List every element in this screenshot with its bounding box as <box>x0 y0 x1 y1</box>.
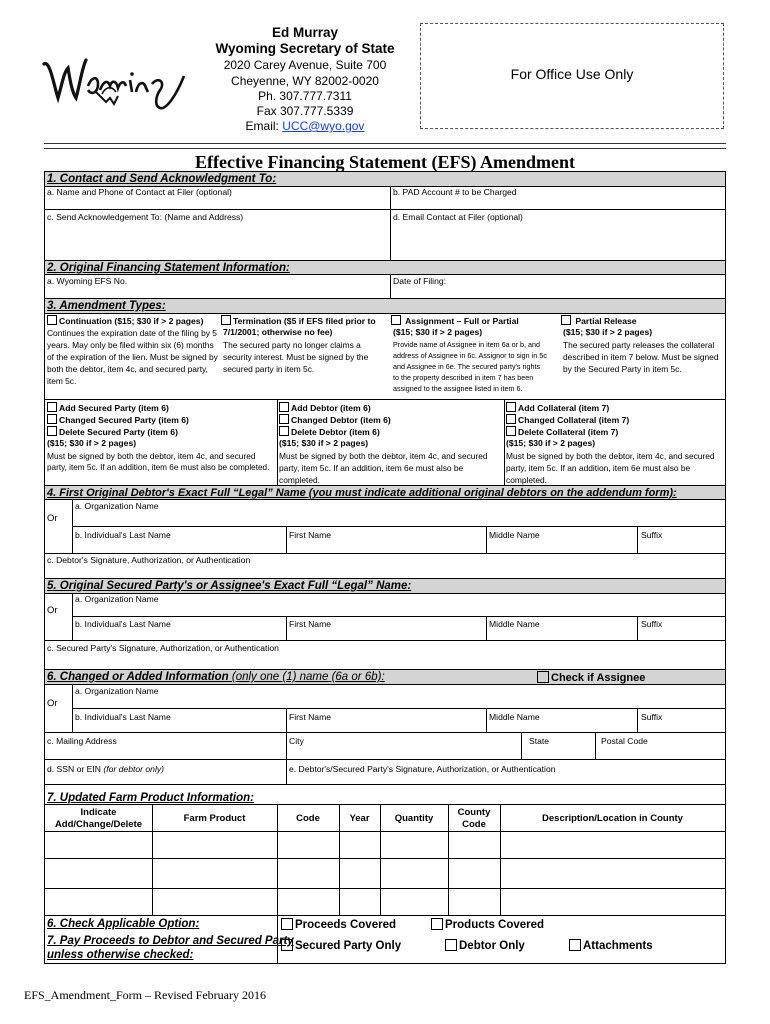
termination-desc: The secured party no longer claims a <box>223 340 361 350</box>
continuation-desc: of the expiration of the lien. Must be signed by <box>47 352 218 362</box>
option-add-secured-party[interactable] <box>47 402 169 414</box>
option-changed-debtor[interactable] <box>279 414 391 426</box>
attachments-checkbox[interactable] <box>569 939 581 951</box>
continuation-checkbox[interactable] <box>47 315 57 325</box>
termination-label: Termination ($5 if EFS filed prior to <box>233 316 376 326</box>
continuation-label: Continuation ($15; $30 if > 2 pages) <box>59 316 204 326</box>
col-indicate-line1: Indicate <box>80 807 117 818</box>
secured-party-desc: party, item 5c. If an addition, item 6e must also be completed. <box>47 463 270 472</box>
option-delete-collateral[interactable] <box>506 426 618 438</box>
col-farm-product: Farm Product <box>183 813 246 824</box>
assignment-fee: ($15; $30 if > 2 pages) <box>393 327 483 337</box>
partial-release-checkbox[interactable] <box>561 315 571 325</box>
secured-party-only-checkbox[interactable] <box>281 939 293 951</box>
option-termination[interactable] <box>221 315 376 327</box>
field-contact-name[interactable]: a. Name and Phone of Contact at Filer (optional) <box>47 187 232 197</box>
continuation-desc: years. May only be filed within six (6) months <box>47 340 214 350</box>
field-email-contact[interactable]: d. Email Contact at Filer (optional) <box>393 212 523 222</box>
field-efs-no[interactable]: a. Wyoming EFS No. <box>47 276 128 286</box>
table-row[interactable] <box>45 859 725 888</box>
option-add-collateral[interactable] <box>506 402 609 414</box>
collateral-desc: completed. <box>506 475 547 485</box>
checkbox[interactable] <box>506 402 516 412</box>
field-debtor-first-name[interactable]: First Name <box>289 530 332 540</box>
continuation-desc: Continues the expiration date of the filing by 5 <box>47 328 217 338</box>
check-if-assignee[interactable] <box>537 671 645 685</box>
or-label: Or <box>47 605 58 616</box>
partial-release-desc: The secured party releases the collateral <box>563 340 715 350</box>
termination-checkbox[interactable] <box>221 315 231 325</box>
fax: Fax 307.777.5339 <box>256 104 354 118</box>
proceeds-label: Proceeds Covered <box>295 919 396 931</box>
field-sp-first-name[interactable]: First Name <box>289 619 332 629</box>
debtor-desc: completed. <box>279 475 320 485</box>
assignment-label: Assignment – Full or Partial <box>405 316 519 326</box>
products-label: Products Covered <box>445 919 545 931</box>
option-label: Delete Secured Party (item 6) <box>59 427 178 437</box>
checkbox[interactable] <box>279 426 289 436</box>
field-city[interactable]: City <box>289 736 304 746</box>
section-5-heading: 5. Original Secured Party's or Assignee's Exact Full “Legal” Name: <box>45 579 725 593</box>
option-delete-secured-party[interactable] <box>47 426 178 438</box>
or-label: Or <box>47 698 58 709</box>
checkbox[interactable] <box>279 402 289 412</box>
option-label: Delete Debtor (item 6) <box>291 427 380 437</box>
attachments-label: Attachments <box>583 940 653 952</box>
partial-release-label: Partial Release <box>575 316 637 326</box>
field-changed-middle-name[interactable]: Middle Name <box>489 712 540 722</box>
table-row[interactable] <box>45 889 725 915</box>
checkbox[interactable] <box>506 414 516 424</box>
products-checkbox[interactable] <box>431 918 443 930</box>
header-rule <box>44 143 726 144</box>
collateral-desc: Must be signed by both the debtor, item 4c, and secured <box>506 451 715 461</box>
field-sp-org-name[interactable]: a. Organization Name <box>75 594 159 604</box>
field-debtor-last-name[interactable]: b. Individual's Last Name <box>75 530 171 540</box>
field-send-ack[interactable]: c. Send Acknowledgement To: (Name and Address) <box>47 212 244 222</box>
checkbox[interactable] <box>47 402 57 412</box>
col-indicate <box>45 807 152 831</box>
debtor-only-label: Debtor Only <box>459 940 525 952</box>
phone: Ph. 307.777.7311 <box>258 89 352 103</box>
email-label: Email: <box>245 119 283 133</box>
field-debtor-org-name[interactable]: a. Organization Name <box>75 501 159 511</box>
option-label: Changed Secured Party (item 6) <box>59 415 189 425</box>
debtor-fee: ($15; $30 if > 2 pages) <box>279 438 369 448</box>
pay-proceeds-heading-2: unless otherwise checked: <box>47 949 194 961</box>
option-add-debtor[interactable] <box>279 402 371 414</box>
field-sp-suffix[interactable]: Suffix <box>641 619 663 629</box>
field-mailing-address[interactable]: c. Mailing Address <box>47 736 117 746</box>
email-link[interactable]: UCC@wyo.gov <box>282 119 365 133</box>
section-4-heading: 4. First Original Debtor's Exact Full “Legal” Name (you must indicate additional original debtors on the addendum form): <box>45 486 725 499</box>
ssn-note: (for debtor only) <box>103 764 165 774</box>
office-use-label: For Office Use Only <box>510 66 634 82</box>
field-pad-account[interactable]: b. PAD Account # to be Charged <box>393 187 517 197</box>
collateral-fee: ($15; $30 if > 2 pages) <box>506 438 596 448</box>
field-changed-first-name[interactable]: First Name <box>289 712 332 722</box>
col-indicate-line2: Add/Change/Delete <box>54 819 143 830</box>
header-rule <box>44 148 726 149</box>
section-7-heading: 7. Updated Farm Product Information: <box>47 792 255 804</box>
field-debtor-signature[interactable]: c. Debtor's Signature, Authorization, or Authentication <box>47 555 251 565</box>
checkbox[interactable] <box>279 414 289 424</box>
office-use-box <box>420 23 724 129</box>
field-debtor-middle-name[interactable]: Middle Name <box>489 530 540 540</box>
secretary-name: Ed Murray <box>271 25 339 40</box>
form-footer: EFS_Amendment_Form – Revised February 2016 <box>24 988 266 1002</box>
option-changed-secured-party[interactable] <box>47 414 189 426</box>
proceeds-checkbox[interactable] <box>281 918 293 930</box>
col-quantity: Quantity <box>394 813 434 824</box>
field-debtor-suffix[interactable]: Suffix <box>641 530 663 540</box>
debtor-desc: party, item 5c. If an addition, item 6e must also be <box>279 463 464 473</box>
termination-fee: 7/1/2001; otherwise no fee) <box>223 327 333 337</box>
option-label: Changed Debtor (item 6) <box>291 415 391 425</box>
option-label: Add Collateral (item 7) <box>518 403 610 413</box>
assignee-label: Check if Assignee <box>551 672 646 684</box>
field-changed-suffix[interactable]: Suffix <box>641 712 663 722</box>
option-proceeds-covered[interactable] <box>281 918 396 931</box>
office-name: Wyoming Secretary of State <box>215 41 395 56</box>
partial-release-fee: ($15; $30 if > 2 pages) <box>563 327 653 337</box>
assignee-checkbox[interactable] <box>537 671 549 683</box>
checkbox[interactable] <box>506 426 516 436</box>
option-products-covered[interactable] <box>431 918 544 931</box>
option-changed-collateral[interactable] <box>506 414 629 426</box>
secured-party-fee: ($15; $30 if > 2 pages) <box>47 438 137 448</box>
option-label: Delete Collateral (item 7) <box>518 427 619 437</box>
secured-party-only-label: Secured Party Only <box>295 940 402 952</box>
col-year: Year <box>349 813 370 824</box>
field-sp-middle-name[interactable]: Middle Name <box>489 619 540 629</box>
or-label: Or <box>47 513 58 524</box>
secured-party-desc: Must be signed by both the debtor, item 4c, and secured <box>47 451 256 461</box>
field-changed-signature[interactable]: e. Debtor's/Secured Party's Signature, Authorization, or Authentication <box>289 764 556 774</box>
section-6-note: (only one (1) name (6a or 6b): <box>228 671 385 683</box>
efs-amendment-form <box>44 171 726 964</box>
section-1-heading: 1. Contact and Send Acknowledgment To: <box>45 172 725 186</box>
assignment-checkbox[interactable] <box>391 315 401 325</box>
field-changed-org-name[interactable]: a. Organization Name <box>75 686 159 696</box>
field-changed-last-name[interactable]: b. Individual's Last Name <box>75 712 171 722</box>
option-secured-party-only[interactable] <box>281 939 401 952</box>
address-line-1: 2020 Carey Avenue, Suite 700 <box>223 58 387 72</box>
field-sp-last-name[interactable]: b. Individual's Last Name <box>75 619 171 629</box>
pay-proceeds-heading: 7. Pay Proceeds to Debtor and Secured Party <box>47 935 294 947</box>
continuation-desc: item 5c. <box>47 376 77 386</box>
termination-desc: security interest. Must be signed by the <box>223 352 369 362</box>
check-option-heading: 6. Check Applicable Option: <box>47 918 200 930</box>
continuation-desc: both the debtor, item 4c, and secured party, <box>47 364 208 374</box>
field-state[interactable]: State <box>529 736 550 746</box>
col-county-code <box>448 807 500 831</box>
option-continuation[interactable] <box>47 315 203 327</box>
field-postal-code[interactable]: Postal Code <box>601 736 648 746</box>
partial-release-desc: by the Secured Party in item 5c. <box>563 364 682 374</box>
field-date-of-filing[interactable]: Date of Filing: <box>393 276 447 286</box>
section-3-heading: 3. Amendment Types: <box>45 299 725 313</box>
option-label: Add Secured Party (item 6) <box>59 403 169 413</box>
table-row[interactable] <box>45 832 725 858</box>
option-assignment[interactable] <box>391 315 519 327</box>
option-partial-release[interactable] <box>561 315 637 327</box>
address-line-2: Cheyenne, WY 82002-0020 <box>231 74 379 88</box>
field-ssn-ein[interactable] <box>47 764 164 775</box>
assignment-desc: and Assignee in 6e. The secured party's rights <box>393 362 541 371</box>
ssn-label: d. SSN or EIN <box>47 764 104 774</box>
col-county-line2: Code <box>462 819 486 830</box>
debtor-desc: Must be signed by both the debtor, item 4c, and secured <box>279 451 488 461</box>
checkbox[interactable] <box>47 426 57 436</box>
option-attachments[interactable] <box>569 939 653 952</box>
section-2-heading: 2. Original Financing Statement Information: <box>45 261 725 274</box>
col-county-line1: County <box>457 807 491 818</box>
option-delete-debtor[interactable] <box>279 426 380 438</box>
section-6-title: 6. Changed or Added Information <box>47 671 229 683</box>
termination-desc: secured party in item 5c. <box>223 364 315 374</box>
field-sp-signature[interactable]: c. Secured Party's Signature, Authorization, or Authentication <box>47 643 279 653</box>
assignment-desc: Provide name of Assignee in item 6a or b, and <box>393 340 541 349</box>
col-description: Description/Location in County <box>542 813 683 824</box>
option-label: Add Debtor (item 6) <box>291 403 371 413</box>
option-label: Changed Collateral (item 7) <box>518 415 630 425</box>
debtor-only-checkbox[interactable] <box>445 939 457 951</box>
collateral-desc: party, item 5c. If an addition, item 6e must also be <box>506 463 691 473</box>
col-code: Code <box>296 813 320 824</box>
form-title: Effective Financing Statement (EFS) Amendment <box>195 152 575 172</box>
partial-release-desc: described in item 7 below. Must be signed <box>563 352 719 362</box>
checkbox[interactable] <box>47 414 57 424</box>
assignment-desc: to the property described in item 7 has been <box>393 373 534 382</box>
option-debtor-only[interactable] <box>445 939 525 952</box>
assignment-desc: assigned to the assignee listed in item 6. <box>393 384 523 393</box>
assignment-desc: address of Assignee in 6c. Assignor to sign in 5c <box>393 351 547 360</box>
